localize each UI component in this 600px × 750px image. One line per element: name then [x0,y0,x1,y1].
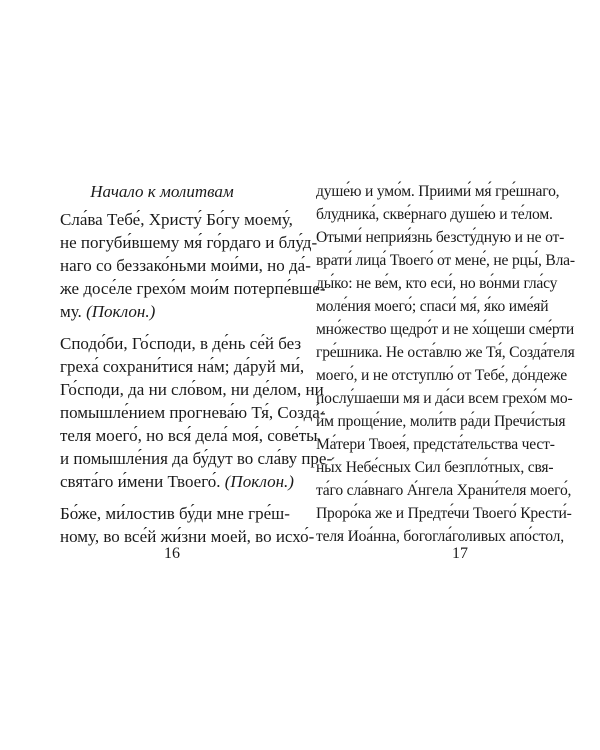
text-line: моле́ния моего́; спаси́ мя́, я́ко име́яй [316,298,549,315]
page-number: 16 [164,545,180,562]
text-line: послу́шаеши мя и да́си всем грехо́м мо- [316,390,573,407]
text-line: Го́споди, да ни сло́вом, ни де́лом, ни [60,380,324,399]
text-line: Проро́ка же и Предте́чи Твоего́ Крести́- [316,505,572,522]
text-line: блудника́, скве́рнаго душе́ю и те́лом. [316,206,553,223]
rubric: (Поклон.) [86,302,156,321]
text-fragment: свята́го и́мени Твоего́. [60,472,225,491]
prayer-heading: Начало к молитвам [90,182,234,201]
text-line: ды́ко: не ве́м, кто еси́, но во́нми гла́су [316,275,558,292]
text-line [60,278,325,300]
text-line: Ма́тери Твоея́, предста́тельства чест- [316,436,555,453]
text-line: Сподо́би, Го́споди, в де́нь се́й без [60,334,302,353]
text-line: не погуби́вшему мя́ го́рдаго и блу́д- [60,233,318,252]
text-line: Бо́же, ми́лостив бу́ди мне гре́ш- [60,504,290,523]
text-line: душе́ю и умо́м. Приими́ мя́ гре́шнаго, [316,183,560,200]
text-line: помышле́нием прогнева́ю Тя́, Созда́- [60,403,326,422]
text-line: теля Иоа́нна, богогла́голивых апо́стол, [316,528,564,545]
text-line: Отыми́ неприя́знь безсту́дную и не от- [316,229,565,246]
text-line: Сла́ва Тебе́, Христу́ Бо́гу моему́, [60,210,293,229]
text-line: ны́х Небе́сных Сил безпло́тных, свя- [316,459,554,476]
text-line: и помышле́ния да бу́дут во сла́ву пре- [60,449,333,468]
text-fragment: му. [60,302,87,321]
text-line [60,301,155,323]
text-fragment: же досе́ле грехо́м мои́м потерпе́вше- [60,279,326,298]
page-number: 17 [452,545,468,562]
text-line: греха́ сохрани́тися на́м; да́руй ми́, [60,357,305,376]
text-line: и́м проще́ние, моли́тв ра́ди Пречи́стыя [316,413,566,430]
text-line: врати́ лица́ Твоего́ от мене́, не рцы́, Вла- [316,252,575,269]
text-line [60,471,294,493]
text-line: ному, во все́й жи́зни моей, во исхо́- [60,527,315,546]
text-line: наго со беззако́ньми мои́ми, но да́- [60,256,311,275]
text-line: гре́шника. Не оста́влю же Тя́, Созда́теля [316,344,575,361]
text-line: та́го сла́внаго А́нгела Храни́теля моего́, [316,482,572,499]
text-line: теля моего́, но вся́ дела́ моя́, сове́ты [60,426,318,445]
rubric: (Поклон.) [224,472,294,491]
text-line: моего́, и не отступлю́ от Тебе́, до́ндеже [316,367,568,384]
text-line: мно́жество щедро́т и не хо́щеши сме́рти [316,321,574,338]
